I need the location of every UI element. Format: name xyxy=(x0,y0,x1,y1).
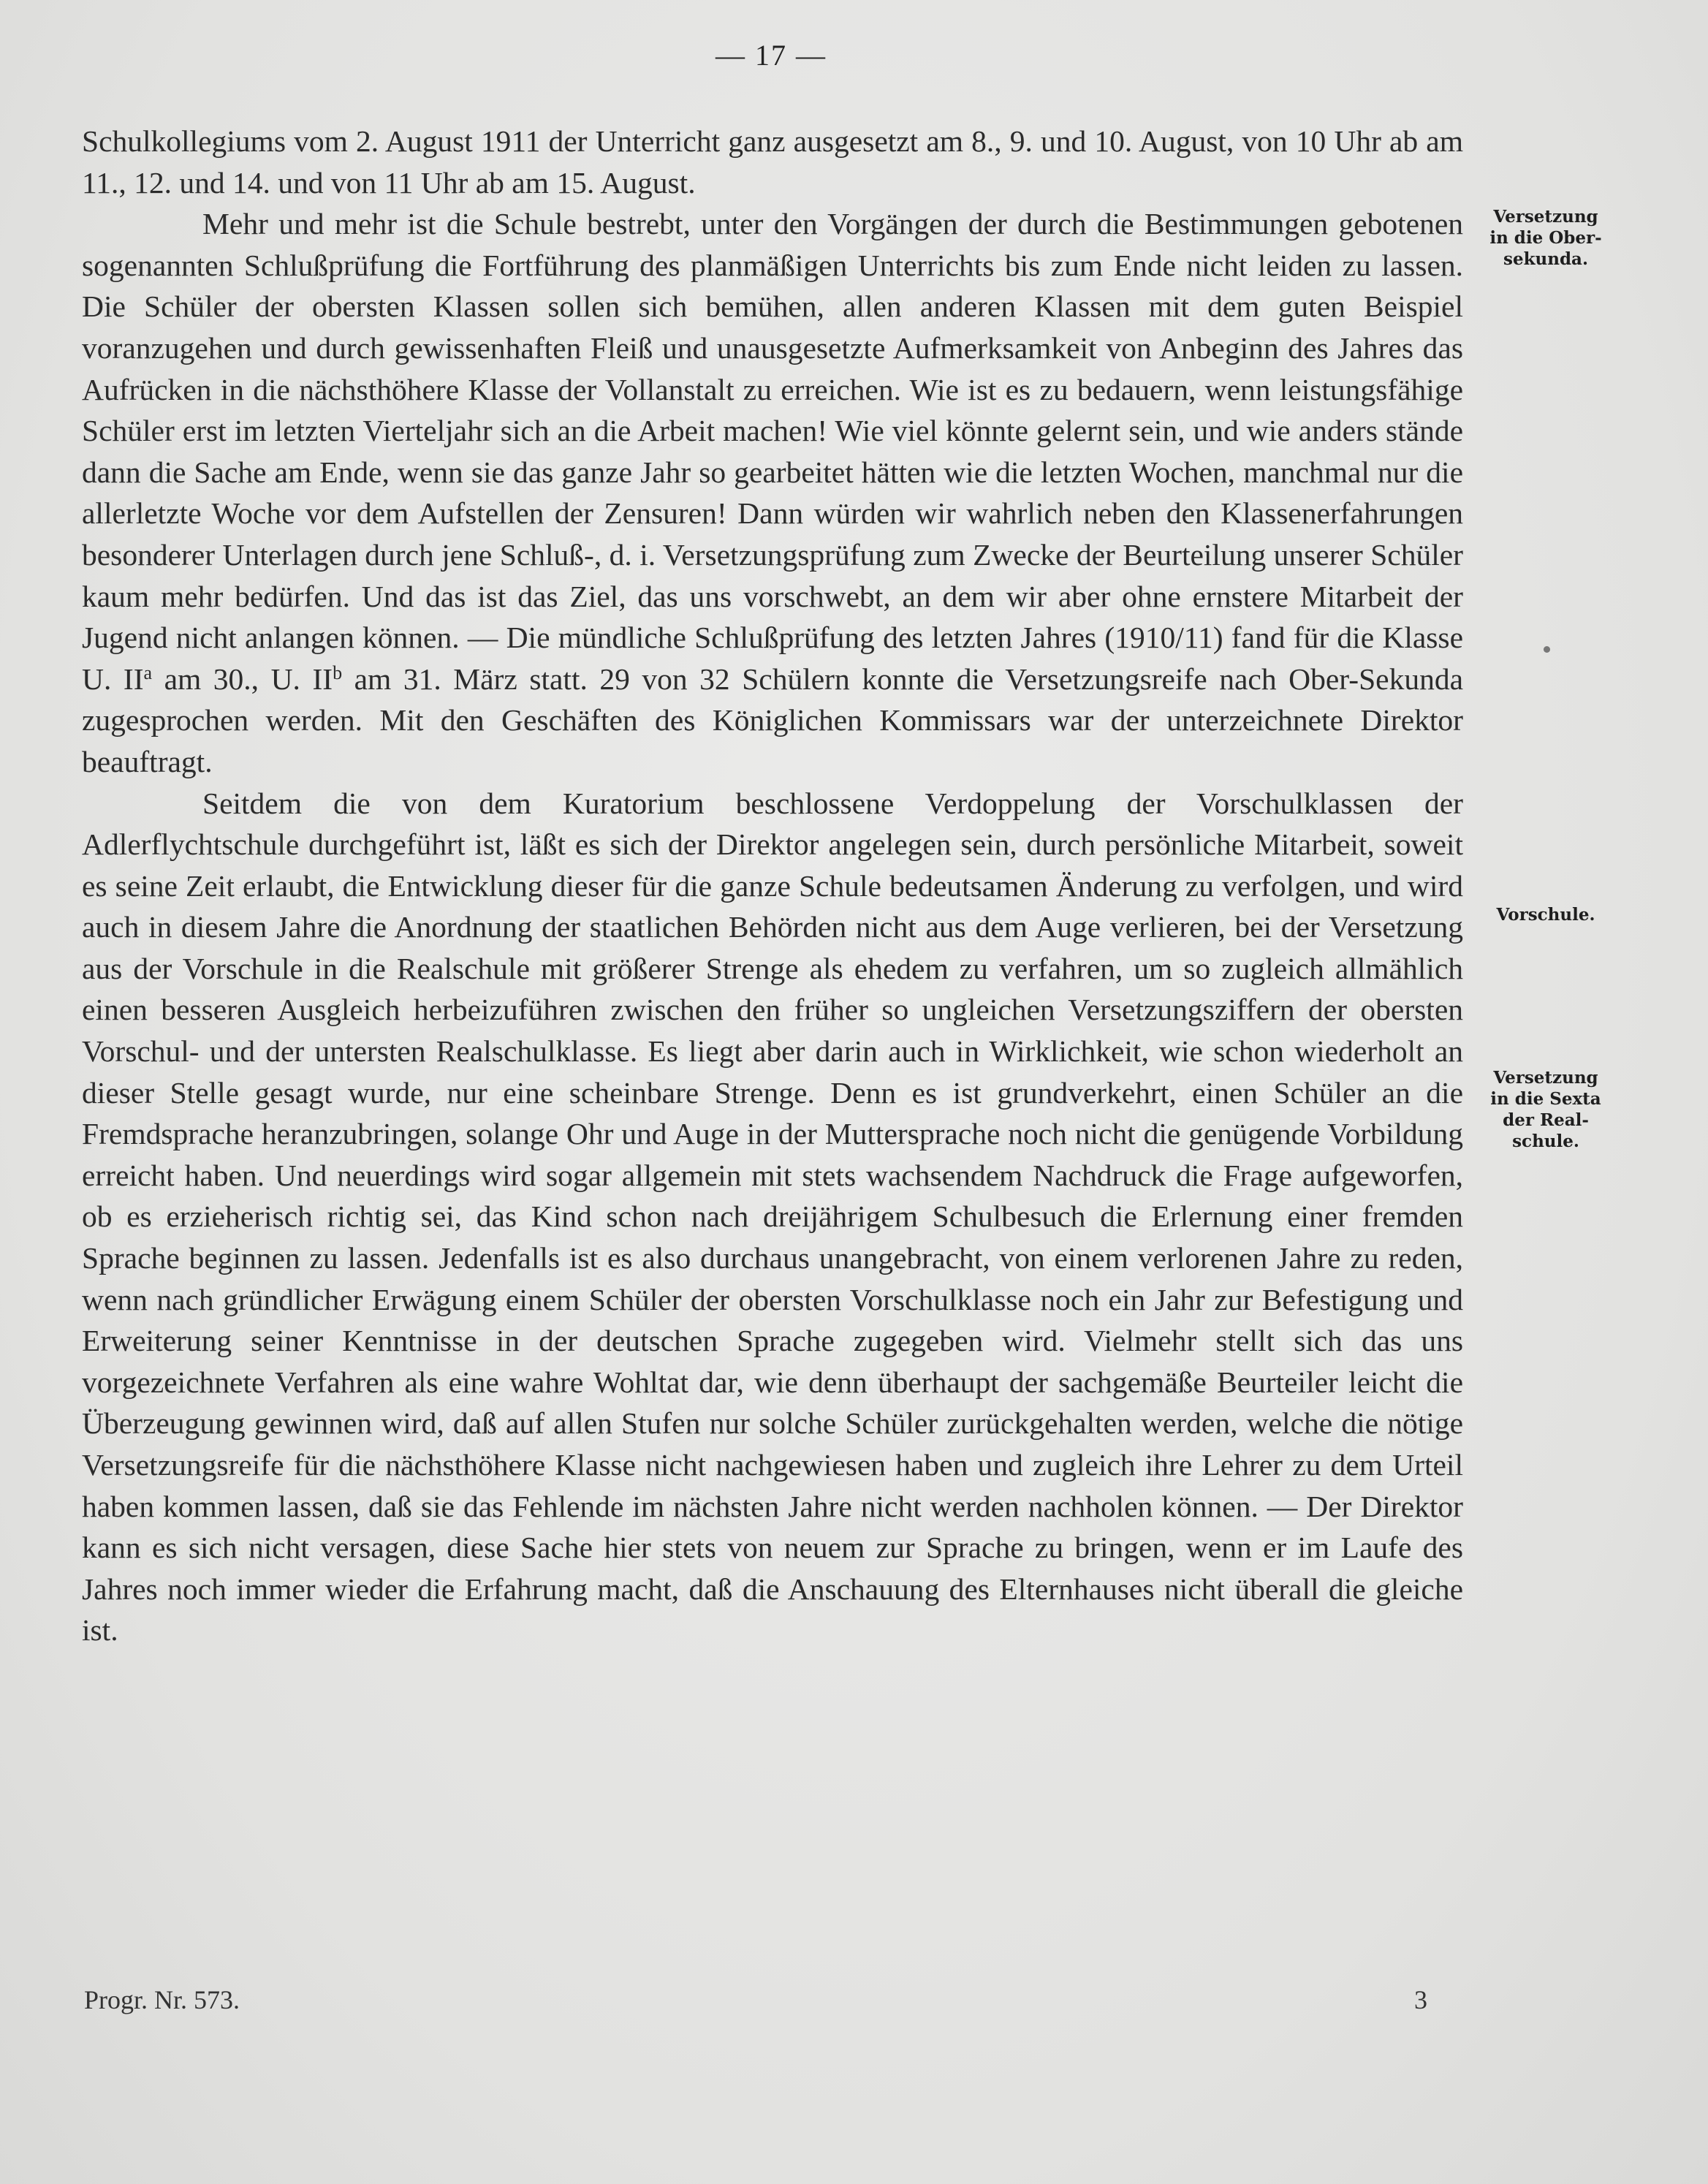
footer-sheet-number: 3 xyxy=(1414,1985,1427,2014)
margin-note-line: Versetzung xyxy=(1493,1068,1598,1088)
superscript-a: a xyxy=(143,661,153,683)
paragraph-text-segment: Mehr und mehr ist die Schule bestrebt, unter den Vorgängen der durch die Bestimmungen gebotenen sogenannten Schlußprüfung die Fortführung des planmäßigen Unterrichts bis zum Ende nicht leiden zu lassen. Die Schüler der obersten Klassen sollen sich bemühen, allen anderen Klassen mit dem guten Beispiel voranzugehen und durch gewissenhaften Fleiß und unausgesetzte Aufmerksamkeit von Anbeginn des Jahres das Aufrücken in die nächsthöhere Klasse der Vollanstalt zu erreichen. Wie ist es zu bedauern, wenn leistungsfähige Schüler erst im letzten Vierteljahr sich an die Arbeit machen! Wie viel könnte gelernt sein, und wie anders stände dann die Sache am Ende, wenn sie das ganze Jahr so gearbeitet hätten wie die letzten Wochen, manchmal nur die allerletzte Woche vor dem Aufstellen der Zensuren! Dann würden wir wahrlich neben den Klassenerfahrungen besonderer Unterlagen durch jene Schluß-, d. i. Versetzungsprüfung zum Zwecke der Beurteilung unserer Schüler kaum mehr bedürfen. Und das ist das Ziel, das uns vorschwebt, an dem wir aber ohne ernstere Mitarbeit der Jugend nicht anlangen können. — Die mündliche Schlußprüfung des letzten Jahres (1910/11) fand für die Klasse U. II xyxy=(82,207,1463,696)
margin-note-versetzung-obersekunda xyxy=(1469,206,1622,270)
body-text xyxy=(82,121,1463,1651)
paragraph-continuation: Schulkollegiums vom 2. August 1911 der Unterricht ganz ausgesetzt am 8., 9. und 10. August, von 10 Uhr ab am 11., 12. und 14. und von 11 Uhr ab am 15. August. xyxy=(82,124,1463,200)
paragraph-text-segment: am 30., U. II xyxy=(152,661,333,696)
paragraph-vorschule: Seitdem die von dem Kuratorium beschlossene Verdoppelung der Vorschulklassen der Adlerflychtschule durchgeführt ist, läßt es sich der Direktor angelegen sein, durch persönliche Mitarbeit, soweit es seine Zeit erlaubt, die Entwicklung dieser für die ganze Schule bedeutsamen Änderung zu verfolgen, und wird auch in diesem Jahre die Anordnung der staatlichen Behörden nicht aus dem Auge verlieren, bei der Versetzung aus der Vorschule in die Realschule mit größerer Strenge als ehedem zu verfahren, um so zugleich allmählich einen besseren Ausgleich herbeizuführen zwischen den früher so ungleichen Versetzungsziffern der obersten Vorschul- und der untersten Realschulklasse. Es liegt aber darin auch in Wirklichkeit, wie schon wiederholt an dieser Stelle gesagt wurde, nur eine scheinbare Strenge. Denn es ist grundverkehrt, einen Schüler an die Fremdsprache heranzubringen, solange Ohr und Auge in der Muttersprache noch nicht die genügende Vorbildung erreicht haben. Und neuerdings wird sogar allgemein mit stets wachsendem Nachdruck die Frage aufgeworfen, ob es erzieherisch richtig sei, das Kind schon nach dreijährigem Schulbesuch die Erlernung einer fremden Sprache beginnen zu lassen. Jedenfalls ist es also durchaus unangebracht, von einem verlorenen Jahre zu reden, wenn nach gründlicher Erwägung einem Schüler der obersten Vorschulklasse noch ein Jahr zur Befestigung und Erweiterung seiner Kenntnisse in der deutschen Sprache zugegeben wird. Vielmehr stellt sich das uns vorgezeichnete Verfahren als eine wahre Wohltat dar, wie denn überhaupt der sachgemäße Beurteiler leicht die Überzeugung gewinnen wird, daß auf allen Stufen nur solche Schüler zurückgehalten werden, welche die nötige Versetzungsreife für die nächsthöhere Klasse nicht nachgewiesen haben und zugleich ihre Lehrer zu dem Urteil haben kommen lassen, daß sie das Fehlende im nächsten Jahre nicht werden nachholen können. — Der Direktor kann es sich nicht versagen, diese Sache hier stets von neuem zur Sprache zu bringen, wenn er im Laufe des Jahres noch immer wieder die Erfahrung macht, daß die Anschauung des Elternhauses nicht überall die gleiche ist. xyxy=(82,786,1463,1648)
superscript-b: b xyxy=(333,661,343,683)
margin-note-vorschule xyxy=(1469,904,1622,925)
margin-note-line: schule. xyxy=(1512,1131,1579,1151)
footer-program-number: Progr. Nr. 573. xyxy=(84,1985,240,2014)
page-number: — 17 — xyxy=(716,39,827,72)
paragraph-text-segment: am 31. März statt. 29 von 32 Schülern konnte die Versetzungsreife nach Ober-Sekunda zugesprochen werden. Mit den Geschäften des Königlichen Kommissars war der unterzeichnete Direktor beauftragt. xyxy=(82,661,1463,778)
margin-note-line: Vorschule. xyxy=(1496,905,1595,925)
margin-note-line: sekunda. xyxy=(1503,249,1588,269)
margin-note-line: in die Sexta xyxy=(1490,1089,1601,1109)
margin-note-line: Versetzung xyxy=(1493,207,1598,227)
margin-note-line: der Real- xyxy=(1503,1110,1589,1130)
print-speck xyxy=(1544,646,1550,653)
paragraph-versetzung-obersekunda xyxy=(82,203,1463,782)
margin-note-line: in die Ober- xyxy=(1489,228,1602,248)
margin-note-versetzung-sexta xyxy=(1469,1067,1622,1152)
